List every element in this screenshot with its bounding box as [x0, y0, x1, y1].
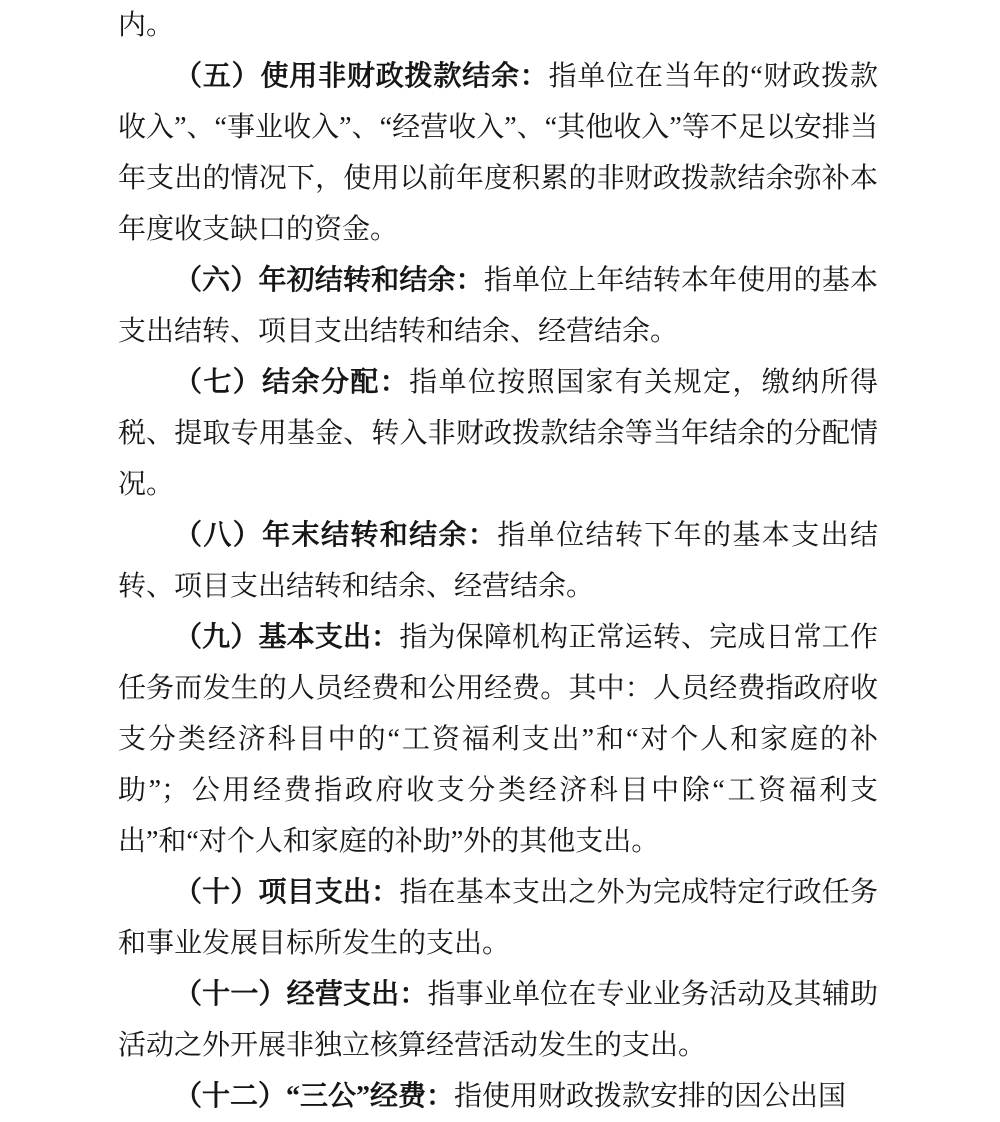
- paragraph-item-10: [118, 867, 878, 969]
- paragraph-item-9: [118, 612, 878, 867]
- term-label: （五）使用非财政拨款结余：: [174, 61, 549, 92]
- paragraph-item-6: [118, 255, 878, 357]
- continuation-line: 内。: [118, 10, 175, 41]
- paragraph-item-5: [118, 51, 878, 255]
- term-label: （七）结余分配：: [174, 367, 410, 398]
- term-label: （六）年初结转和结余：: [174, 265, 484, 296]
- term-definition: 指单位按照国家有关规定，缴纳所得税、提取专用基金、转入非财政拨款结余等当年结余的分配情况。: [118, 367, 878, 500]
- term-label: （十）项目支出：: [174, 877, 400, 908]
- term-label: （十一）经营支出：: [174, 979, 428, 1010]
- document-text-block: [118, 0, 878, 1122]
- term-label: （十二）“三公”经费：: [174, 1081, 455, 1112]
- term-definition: 指单位上年结转本年使用的基本支出结转、项目支出结转和结余、经营结余。: [118, 265, 878, 347]
- term-definition: 指单位在当年的“财政拨款收入”、“事业收入”、“经营收入”、“其他收入”等不足以安排当年支出的情况下，使用以前年度积累的非财政拨款结余弥补本年度收支缺口的资金。: [118, 61, 878, 245]
- term-label: （九）基本支出：: [174, 622, 400, 653]
- paragraph-item-11: [118, 969, 878, 1071]
- term-definition: 指为保障机构正常运转、完成日常工作任务而发生的人员经费和公用经费。其中：人员经费指政府收支分类经济科目中的“工资福利支出”和“对个人和家庭的补助”；公用经费指政府收支分类经济科目中除“工资福利支出”和“对个人和家庭的补助”外的其他支出。: [118, 622, 878, 857]
- term-label: （八）年末结转和结余：: [174, 520, 498, 551]
- paragraph-item-7: [118, 357, 878, 510]
- paragraph-item-8: [118, 510, 878, 612]
- term-definition: 指在基本支出之外为完成特定行政任务和事业发展目标所发生的支出。: [118, 877, 878, 959]
- paragraph-item-12: [118, 1071, 878, 1122]
- term-definition: 指单位结转下年的基本支出结转、项目支出结转和结余、经营结余。: [118, 520, 878, 602]
- term-definition: 指使用财政拨款安排的因公出国: [454, 1081, 847, 1112]
- term-definition: 指事业单位在专业业务活动及其辅助活动之外开展非独立核算经营活动发生的支出。: [118, 979, 878, 1061]
